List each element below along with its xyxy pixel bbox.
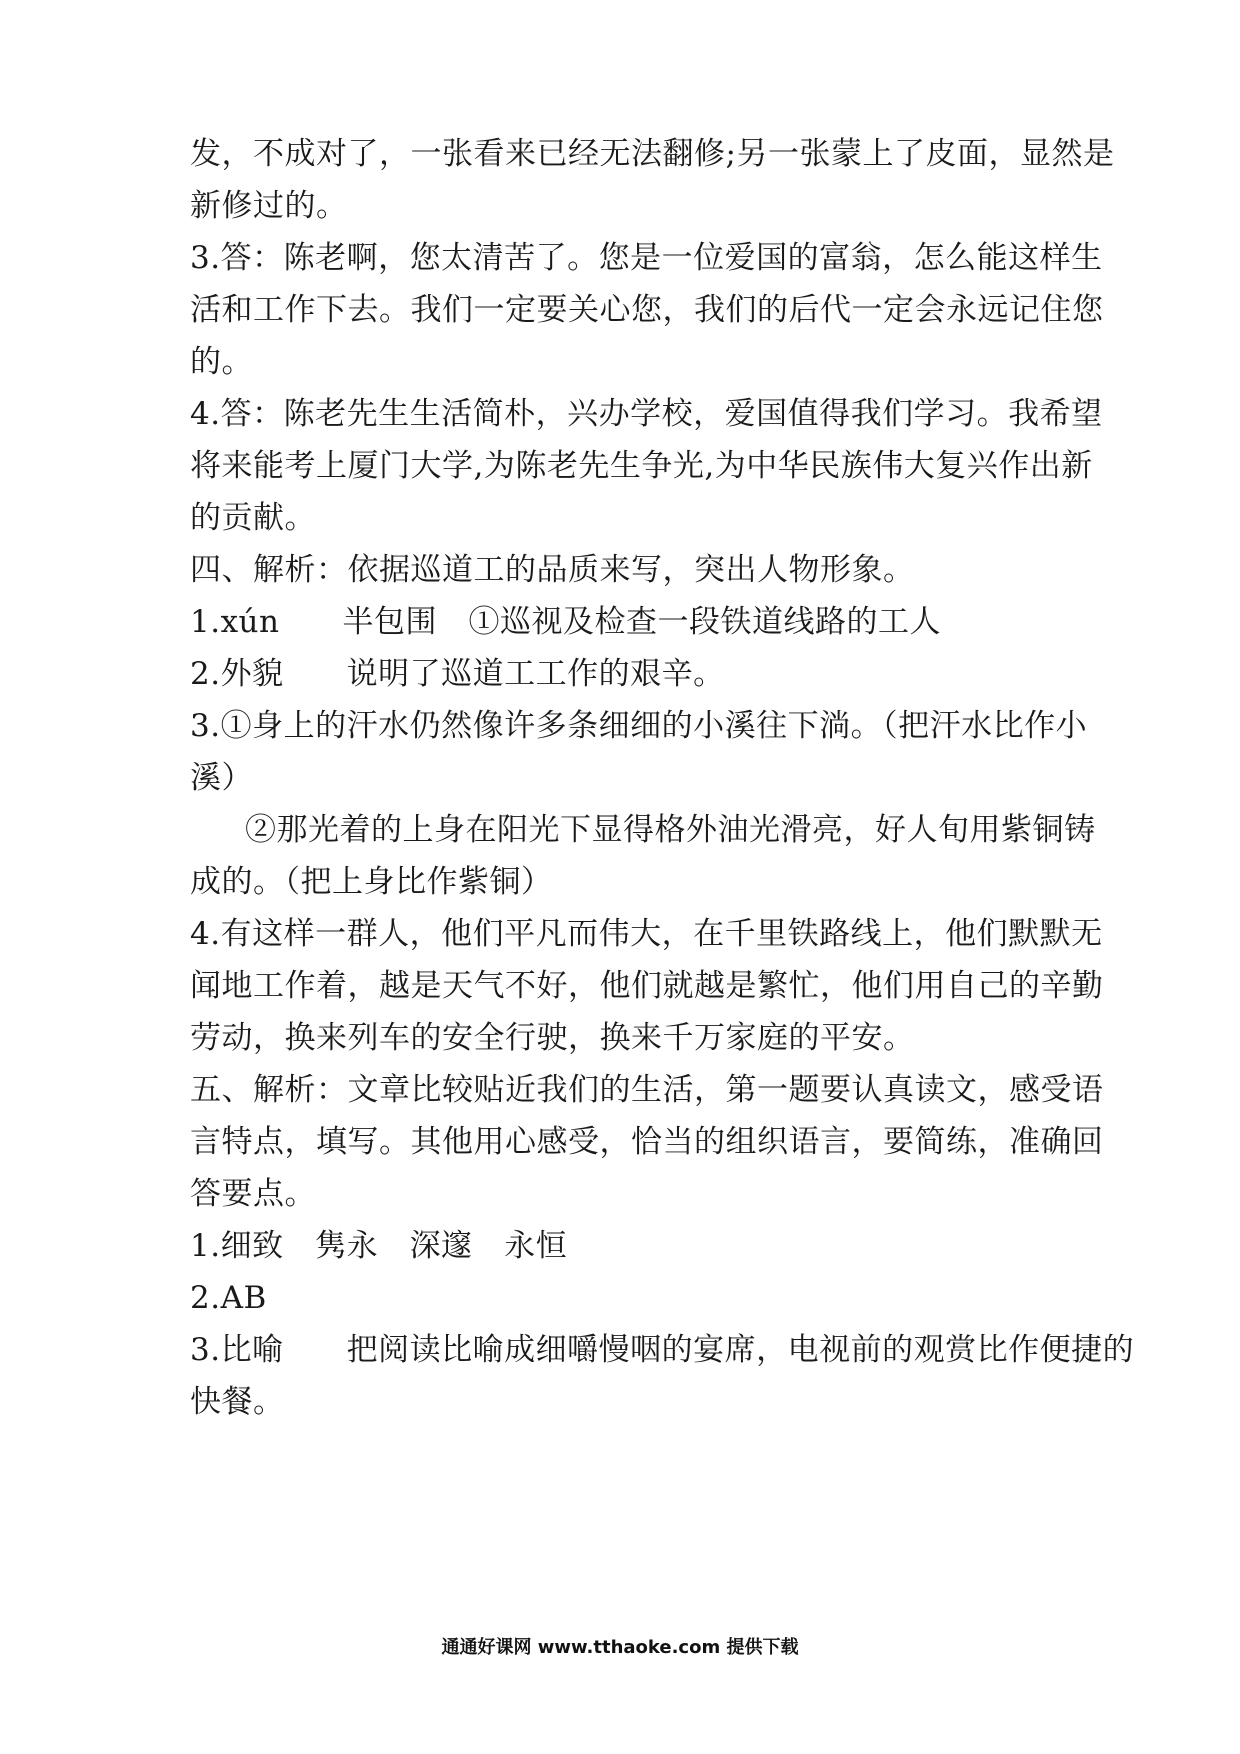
text-line: ②那光着的上身在阳光下显得格外油光滑亮，好人旬用紫铜铸 [245, 812, 1096, 848]
page-footer: 通通好课网 www.tthaoke.com 提供下载 [441, 1637, 799, 1658]
text-line: 快餐。 [190, 1384, 285, 1420]
text-line: 2.外貌 说明了巡道工工作的艰辛。 [190, 656, 725, 692]
text-line: 1.细致 隽永 深邃 永恒 [190, 1228, 568, 1264]
text-line: 4.答：陈老先生生活简朴，兴办学校，爱国值得我们学习。我希望 [190, 396, 1103, 432]
text-line: 1.xún 半包围 ①巡视及检查一段铁道线路的工人 [190, 604, 941, 640]
text-line: 言特点，填写。其他用心感受，恰当的组织语言，要简练，准确回 [190, 1124, 1104, 1160]
text-line: 闻地工作着，越是天气不好，他们就越是繁忙，他们用自己的辛勤 [190, 968, 1104, 1004]
text-line: 3.①身上的汗水仍然像许多条细细的小溪往下淌。（把汗水比作小 [190, 708, 1088, 744]
text-line: 的贡献。 [190, 500, 316, 536]
text-line: 2.AB [190, 1280, 267, 1316]
text-line: 将来能考上厦门大学,为陈老先生争光,为中华民族伟大复兴作出新 [190, 448, 1093, 484]
text-line: 四、解析：依据巡道工的品质来写，突出人物形象。 [190, 552, 915, 588]
text-line: 成的。（把上身比作紫铜） [190, 864, 553, 900]
text-line: 新修过的。 [190, 188, 348, 224]
text-line: 答要点。 [190, 1176, 316, 1212]
text-line: 4.有这样一群人，他们平凡而伟大，在千里铁路线上，他们默默无 [190, 916, 1103, 952]
text-line: 3.答：陈老啊，您太清苦了。您是一位爱国的富翁，怎么能这样生 [190, 240, 1103, 276]
text-line: 劳动，换来列车的安全行驶，换来千万家庭的平安。 [190, 1020, 915, 1056]
text-line: 五、解析：文章比较贴近我们的生活，第一题要认真读文，感受语 [190, 1072, 1104, 1108]
text-line: 发，不成对了，一张看来已经无法翻修;另一张蒙上了皮面，显然是 [190, 136, 1115, 172]
text-line: 3.比喻 把阅读比喻成细嚼慢咽的宴席，电视前的观赏比作便捷的 [190, 1332, 1135, 1368]
text-line: 活和工作下去。我们一定要关心您，我们的后代一定会永远记住您 [190, 292, 1104, 328]
text-line: 溪） [190, 760, 253, 796]
text-line: 的。 [190, 344, 253, 380]
